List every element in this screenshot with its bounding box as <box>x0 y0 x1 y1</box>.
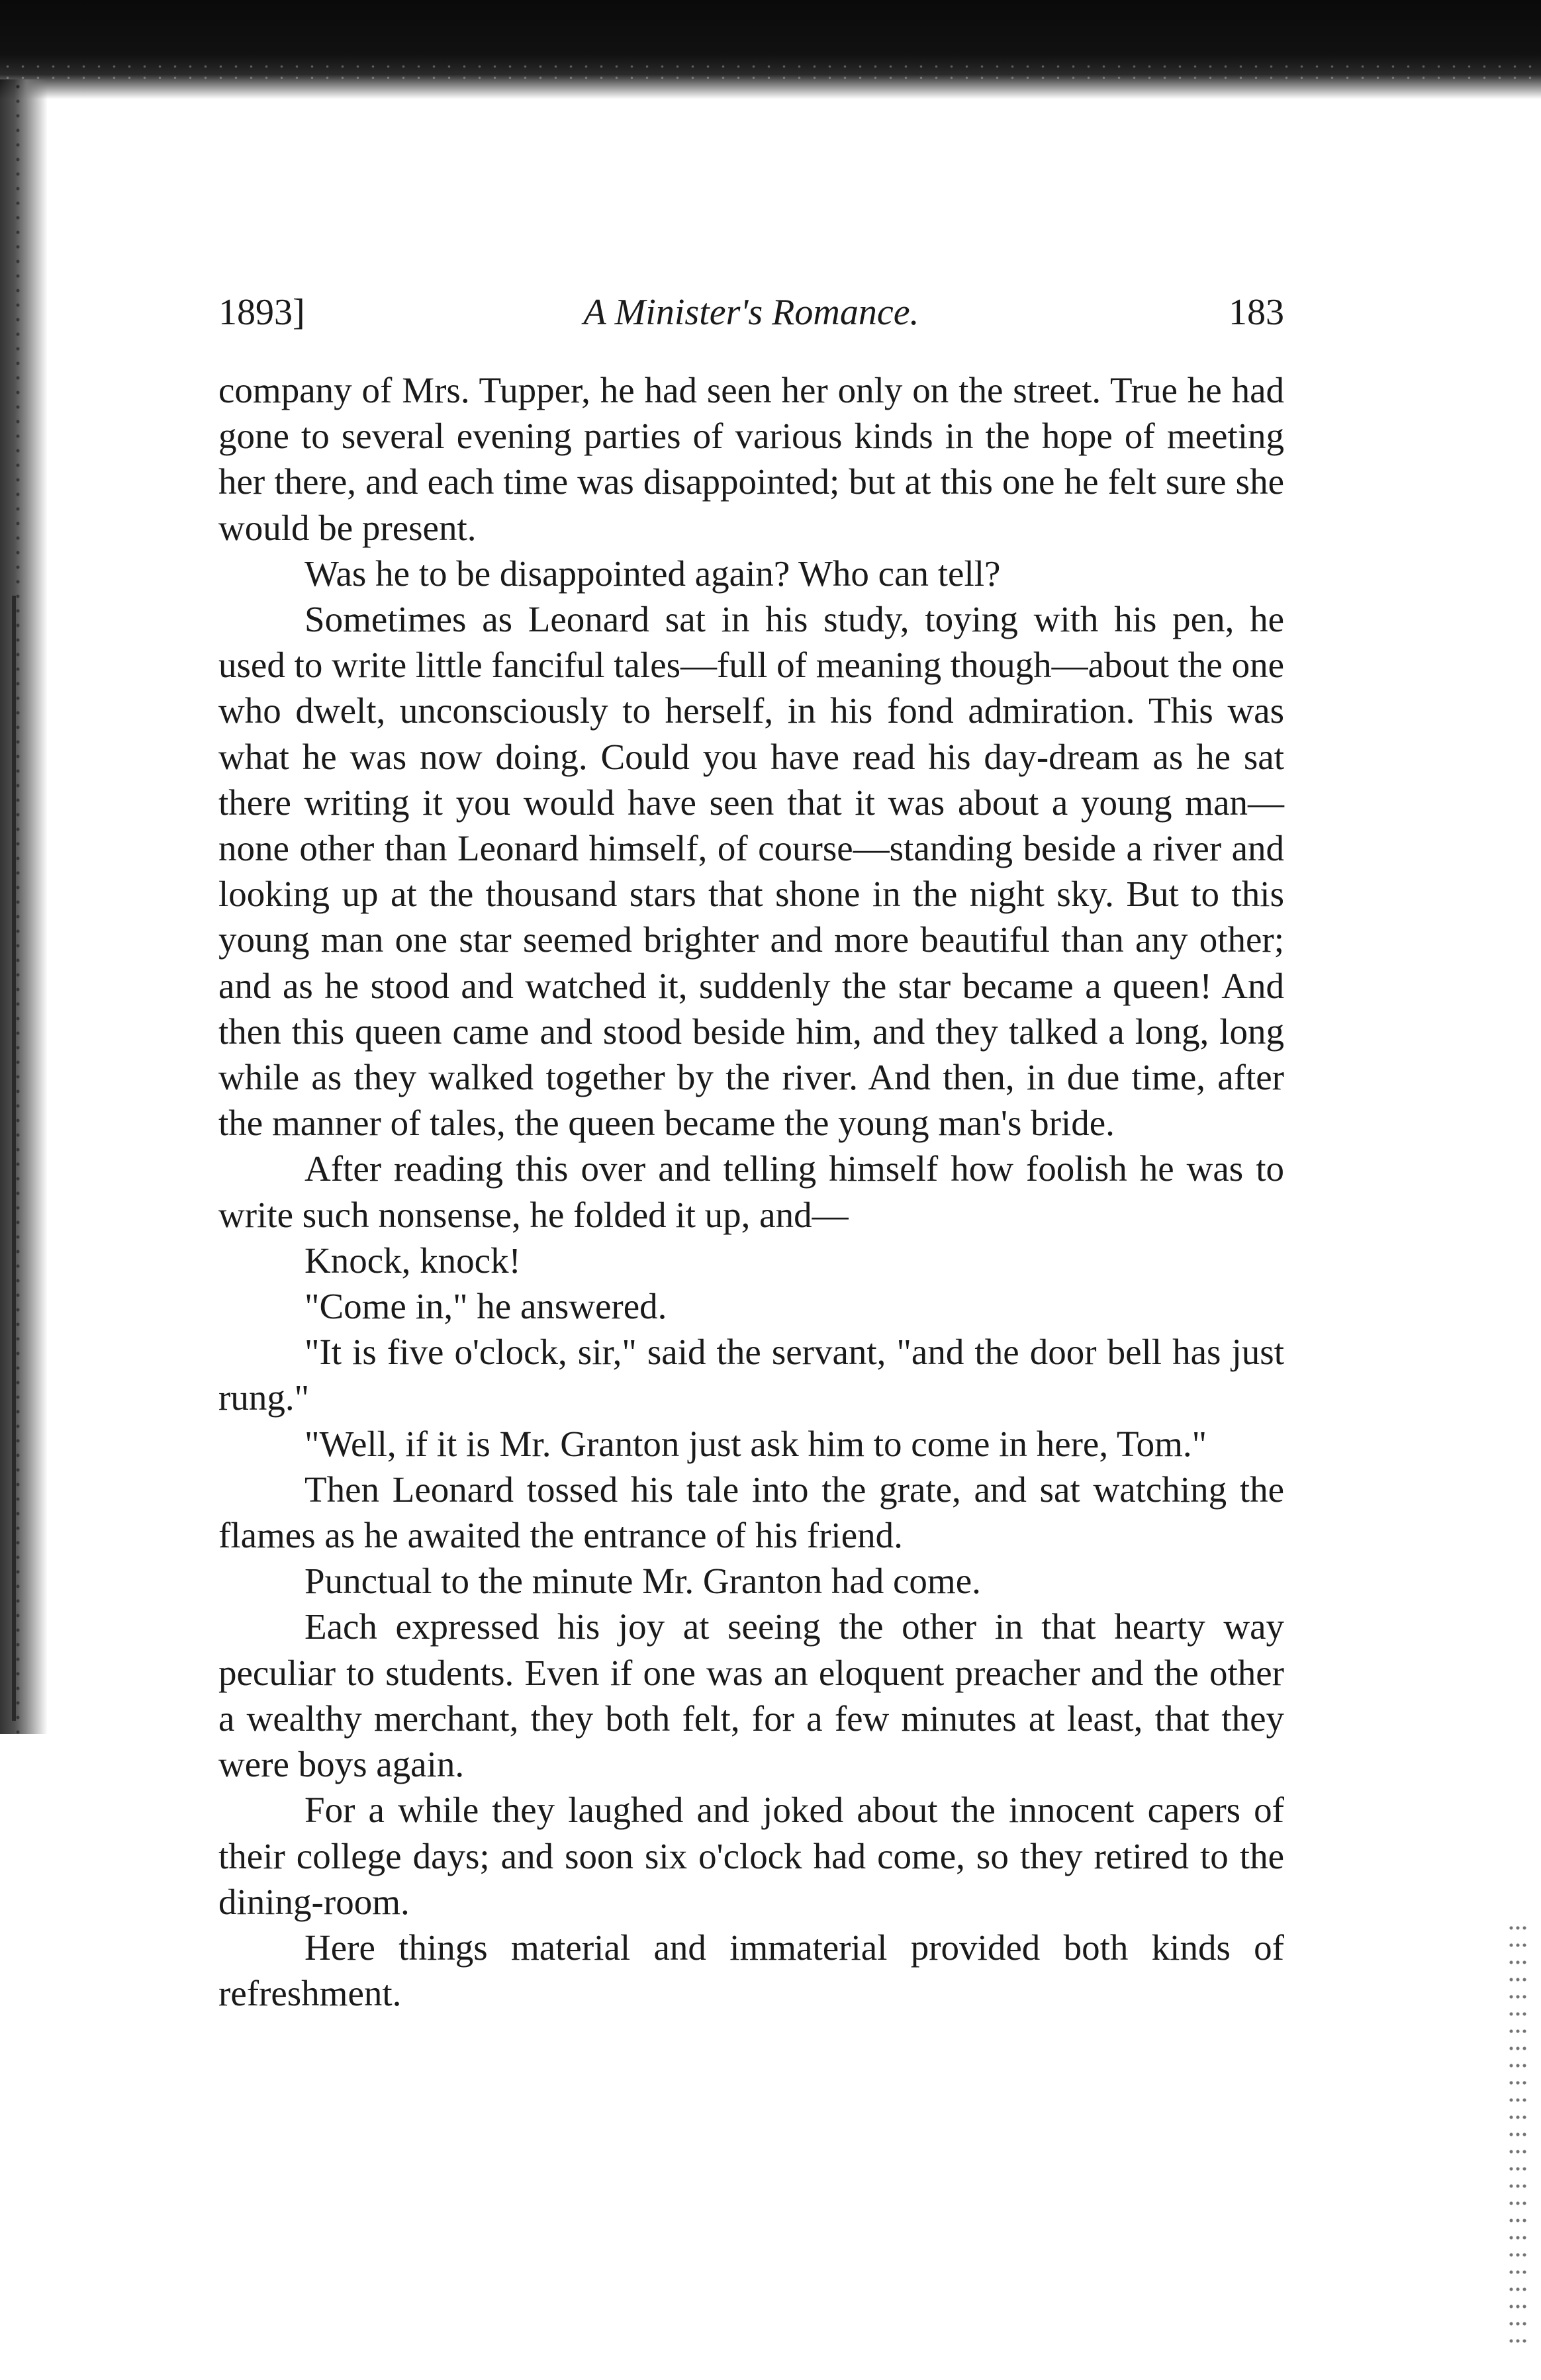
paragraph: "It is five o'clock, sir," said the servant, "and the door bell has just rung." <box>218 1332 1284 1418</box>
paragraph: "Come in," he answered. <box>304 1286 667 1327</box>
running-head <box>218 291 1284 338</box>
paragraph: Punctual to the minute Mr. Granton had come. <box>304 1561 981 1602</box>
body-text <box>218 367 1284 2016</box>
paragraph: Each expressed his joy at seeing the other in that hearty way peculiar to students. Even if one was an eloquent preacher and the other a wealthy merchant, they both felt, for a few minutes at least, that they were boys again. <box>218 1606 1284 1785</box>
paragraph: Here things material and immaterial provided both kinds of refreshment. <box>218 1927 1284 2014</box>
paragraph: "Well, if it is Mr. Granton just ask him to come in here, Tom." <box>304 1423 1207 1464</box>
paragraph: Then Leonard tossed his tale into the grate, and sat watching the flames as he awaited the entrance of his friend. <box>218 1469 1284 1556</box>
margin-rule <box>12 596 16 1721</box>
paragraph: After reading this over and telling himself how foolish he was to write such nonsense, he folded it up, and— <box>218 1148 1284 1235</box>
paragraph: Knock, knock! <box>304 1240 521 1281</box>
paragraph: Sometimes as Leonard sat in his study, toying with his pen, he used to write little fanciful tales—full of meaning though—about the one who dwelt, unconsciously to herself, in his fond admiration. This was what he was now doing. Could you have read his day-dream as he sat there writing it you would have seen that it was about a young man—none other than Leonard himself, of course—standing beside a river and looking up at the thousand stars that shone in the night sky. But to this young man one star seemed brighter and more beautiful than any other; and as he stood and watched it, suddenly the star became a queen! And then this queen came and stood beside him, and they talked a long, long while as they walked together by the river. And then, in due time, after the manner of tales, the queen became the young man's bride. <box>218 599 1284 1144</box>
page-number: 183 <box>1229 292 1284 333</box>
header-year: 1893] <box>218 292 305 333</box>
paragraph: Was he to be disappointed again? Who can tell? <box>304 553 1001 594</box>
scan-edge-top <box>0 0 1541 99</box>
scan-specks <box>1508 1919 1528 2350</box>
header-title: A Minister's Romance. <box>583 292 919 333</box>
scan-binding-edge <box>0 79 48 1734</box>
paragraph: company of Mrs. Tupper, he had seen her only on the street. True he had gone to several evening parties of various kinds in the hope of meeting her there, and each time was disappointed; but at this one he felt sure she would be present. <box>218 370 1284 548</box>
paragraph: For a while they laughed and joked about the innocent capers of their college days; and soon six o'clock had come, so they retired to the dining-room. <box>218 1790 1284 1922</box>
